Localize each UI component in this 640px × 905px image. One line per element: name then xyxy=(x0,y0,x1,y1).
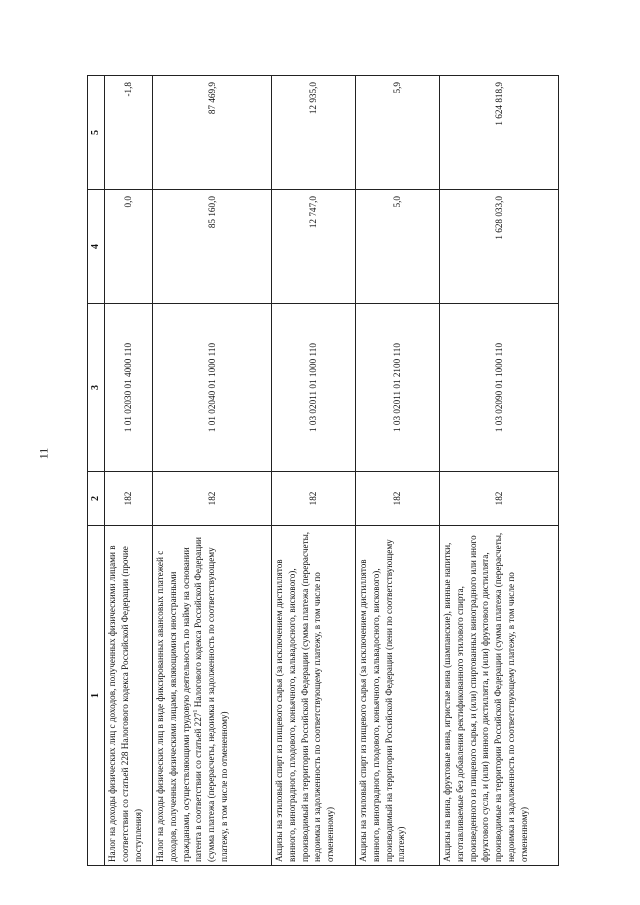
row-name: Акцизы на вина, фруктовые вина, игристые вина (шампанские), винные напитки, изготавливаемые без добавления ректификованного этилового спирта, произведенного из пищевого сырья, и (или) спиртованных виноградного или иного фруктового сусла, и (или) винного дистиллята, и (или) фруктового дистиллята, производимые на территории Российской Федерации (сумма платежа (перерасчеты, недоимка и задолженность по соответствующему платежу, в том числе по отмененному) xyxy=(440,526,559,866)
row-value-5: -1,8 xyxy=(105,76,153,190)
row-classification-code: 1 01 02040 01 1000 110 xyxy=(153,304,272,472)
row-value-5: 1 624 818,9 xyxy=(440,76,559,190)
header-row xyxy=(88,76,105,866)
table-row xyxy=(272,76,356,866)
row-value-4: 1 628 033,0 xyxy=(440,190,559,304)
row-classification-code: 1 03 02011 01 2100 110 xyxy=(356,304,440,472)
row-admin-code: 182 xyxy=(356,472,440,526)
table-row xyxy=(153,76,272,866)
row-name-superscript: 1 xyxy=(193,709,200,713)
row-admin-code: 182 xyxy=(440,472,559,526)
table-row xyxy=(440,76,559,866)
row-name-text: Налог на доходы физических лиц в виде фиксированных авансовых платежей с доходов, полученных физическими лицами, являющимися иностранными гражданами, осуществляющими трудовую деятельность по найму на основании патента в соответствии со статьей 227 xyxy=(155,547,204,862)
table-row xyxy=(105,76,153,866)
row-classification-code: 1 01 02030 01 4000 110 xyxy=(105,304,153,472)
column-header-4: 4 xyxy=(88,190,105,304)
row-value-5: 12 935,0 xyxy=(272,76,356,190)
row-name xyxy=(153,526,272,866)
table-row xyxy=(356,76,440,866)
row-value-4: 12 747,0 xyxy=(272,190,356,304)
row-name-text-cont: Налогового кодекса Российской Федерации (сумма платежа (перерасчеты, недоимка и задолженность по соответствующему платежу, в том числе по отмененному) xyxy=(193,537,229,862)
page-number: 11 xyxy=(36,447,51,460)
column-header-2: 2 xyxy=(88,472,105,526)
row-admin-code: 182 xyxy=(105,472,153,526)
row-value-5: 5,9 xyxy=(356,76,440,190)
row-admin-code: 182 xyxy=(153,472,272,526)
row-name: Налог на доходы физических лиц с доходов, полученных физическими лицами в соответствии со статьей 228 Налогового кодекса Российской Федерации (прочие поступления) xyxy=(105,526,153,866)
row-classification-code: 1 03 02011 01 1000 110 xyxy=(272,304,356,472)
row-value-4: 85 160,0 xyxy=(153,190,272,304)
column-header-1: 1 xyxy=(88,526,105,866)
row-value-5: 87 469,9 xyxy=(153,76,272,190)
rotated-table-container xyxy=(87,76,559,866)
row-classification-code: 1 03 02090 01 1000 110 xyxy=(440,304,559,472)
row-value-4: 5,0 xyxy=(356,190,440,304)
column-header-5: 5 xyxy=(88,76,105,190)
row-admin-code: 182 xyxy=(272,472,356,526)
row-name: Акцизы на этиловый спирт из пищевого сырья (за исключением дистиллятов винного, виноградного, плодового, коньячного, кальвадосного, вискового), производимый на территории Российской Федерации (пени по соответствующему платежу) xyxy=(356,526,440,866)
row-name: Акцизы на этиловый спирт из пищевого сырья (за исключением дистиллятов винного, виноградного, плодового, коньячного, кальвадосного, вискового), производимый на территории Российской Федерации (сумма платежа (перерасчеты, недоимка и задолженность по соответствующему платежу, в том числе по отмененному) xyxy=(272,526,356,866)
revenue-table xyxy=(87,75,559,866)
column-header-3: 3 xyxy=(88,304,105,472)
row-value-4: 0,0 xyxy=(105,190,153,304)
